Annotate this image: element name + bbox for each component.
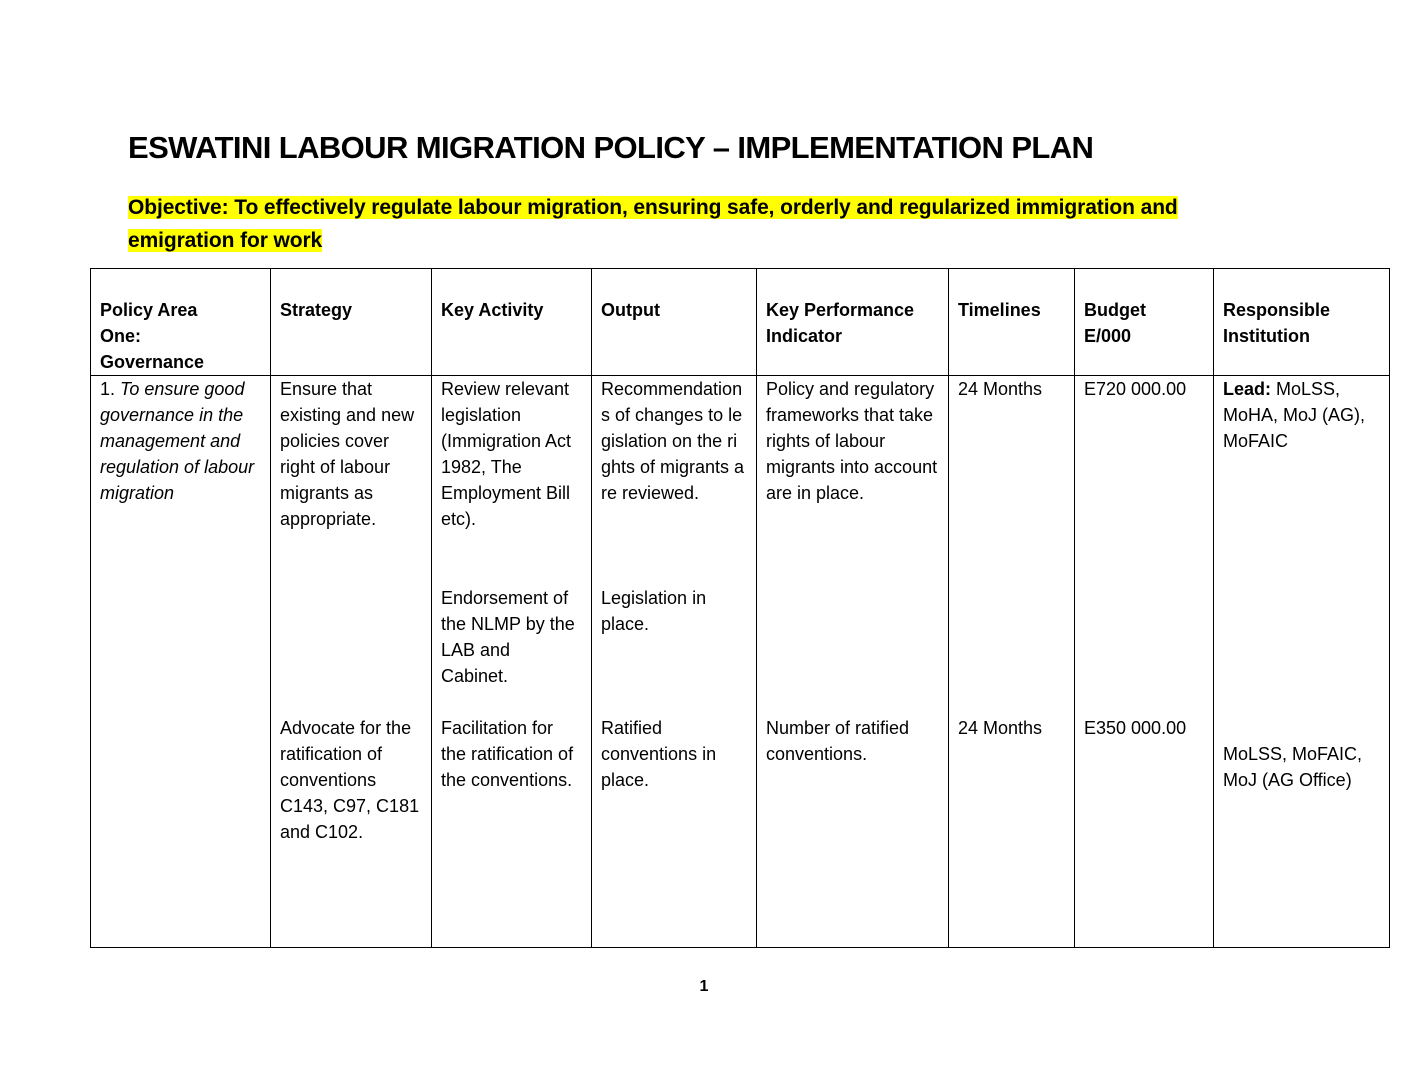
output-cell xyxy=(592,376,757,948)
page-number: 1 xyxy=(699,978,709,995)
objective-highlight: Objective: To effectively regulate labour migration, ensuring safe, orderly and regularized immigration and emigration for work xyxy=(128,196,1178,252)
timeline-2: 24 Months xyxy=(958,718,1043,738)
table-header-row xyxy=(91,269,1390,376)
header-kpi: Key Performance Indicator xyxy=(757,269,949,376)
timelines-cell xyxy=(949,376,1075,948)
header-responsible-institution: Responsible Institution xyxy=(1214,269,1390,376)
policy-area-goal: To ensure good governance in the management and regulation of labour migration xyxy=(100,379,255,503)
implementation-plan-table xyxy=(90,268,1390,948)
strategy-cell xyxy=(271,376,432,948)
strategy-1: Ensure that existing and new policies cover right of labour migrants as appropriate. xyxy=(280,379,415,529)
header-policy-area: Policy Area One: Governance xyxy=(91,269,271,376)
responsible-cell xyxy=(1214,376,1390,948)
output-3: Ratified conventions in place. xyxy=(601,718,717,790)
header-timelines: Timelines xyxy=(949,269,1075,376)
header-output: Output xyxy=(592,269,757,376)
table-row xyxy=(91,376,1390,948)
activity-3: Facilitation for the ratification of the conventions. xyxy=(441,718,574,790)
kpi-cell xyxy=(757,376,949,948)
lead-label: Lead: xyxy=(1223,379,1272,399)
responsible-2: MoLSS, MoFAIC, MoJ (AG Office) xyxy=(1223,744,1363,790)
output-2: Legislation in place. xyxy=(601,588,707,634)
header-key-activity: Key Activity xyxy=(432,269,592,376)
budget-cell xyxy=(1075,376,1214,948)
responsible-1-text: MoLSS, MoHA, MoJ (AG), MoFAIC xyxy=(1223,379,1366,451)
activity-2: Endorsement of the NLMP by the LAB and Cabinet. xyxy=(441,588,575,686)
output-1: Recommendations of changes to legislation on the rights of migrants are reviewed. xyxy=(601,379,745,503)
kpi-2: Number of ratified conventions. xyxy=(766,718,910,764)
kpi-1: Policy and regulatory frameworks that take rights of labour migrants into account are in place. xyxy=(766,379,938,503)
activity-1: Review relevant legislation (Immigration Act 1982, The Employment Bill etc). xyxy=(441,379,572,529)
key-activity-cell xyxy=(432,376,592,948)
objective-statement xyxy=(128,191,1288,257)
header-budget: Budget E/000 xyxy=(1075,269,1214,376)
header-strategy: Strategy xyxy=(271,269,432,376)
document-title: ESWATINI LABOUR MIGRATION POLICY – IMPLEMENTATION PLAN xyxy=(128,130,1094,165)
policy-area-number: 1. xyxy=(100,379,121,399)
budget-2: E350 000.00 xyxy=(1084,718,1187,738)
timeline-1: 24 Months xyxy=(958,379,1043,399)
budget-1: E720 000.00 xyxy=(1084,379,1187,399)
policy-area-cell xyxy=(91,376,271,948)
responsible-1 xyxy=(1223,376,1380,741)
strategy-2: Advocate for the ratification of conventions C143, C97, C181 and C102. xyxy=(280,718,420,842)
